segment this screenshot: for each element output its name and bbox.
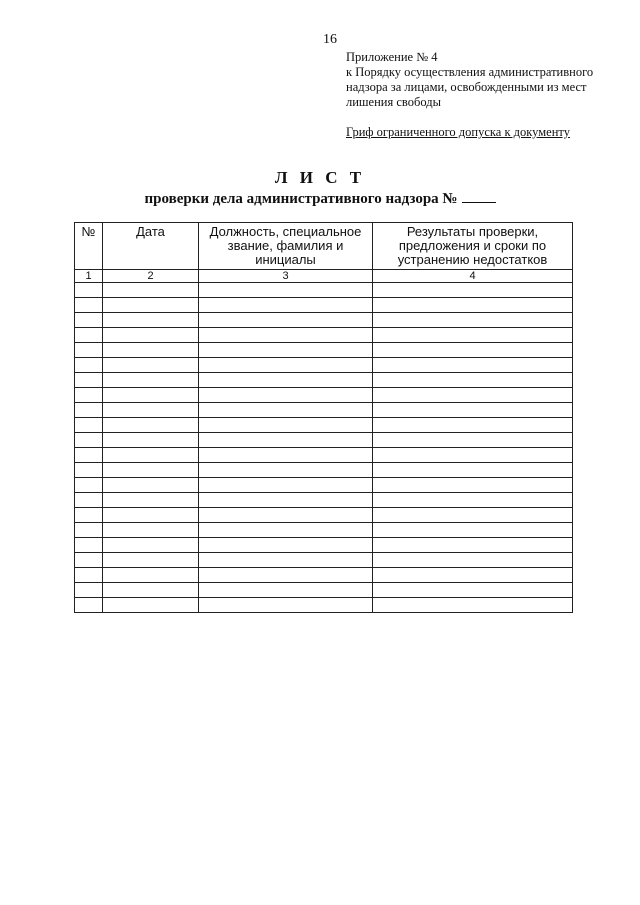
table-row [75,583,573,598]
table-row [75,433,573,448]
review-table [74,222,573,613]
table-cell [75,328,103,343]
table-cell [199,283,373,298]
table-cell [103,538,199,553]
table-cell [103,598,199,613]
table-cell [199,598,373,613]
table-cell [199,523,373,538]
table-cell [199,373,373,388]
table-cell [75,418,103,433]
table-cell [373,448,573,463]
table-row [75,523,573,538]
table-cell [199,553,373,568]
table-cell [373,583,573,598]
table-cell [373,493,573,508]
table-cell [373,478,573,493]
table-cell [199,343,373,358]
table-cell [103,463,199,478]
table-cell [103,343,199,358]
table-cell [373,538,573,553]
table-cell [103,418,199,433]
table-cell [373,358,573,373]
table-row [75,598,573,613]
table-row [75,508,573,523]
table-cell [103,358,199,373]
table-cell [103,523,199,538]
table-row [75,538,573,553]
table-cell [75,553,103,568]
column-number: 3 [199,270,373,283]
table-cell [199,313,373,328]
table-cell [373,553,573,568]
table-cell [103,283,199,298]
column-number-row [75,270,573,283]
table-cell [103,433,199,448]
table-cell [103,508,199,523]
table-row [75,283,573,298]
table-cell [103,493,199,508]
table-row [75,358,573,373]
table-cell [199,583,373,598]
table-header-row [75,223,573,270]
table-cell [199,298,373,313]
table-cell [75,313,103,328]
table-cell [75,583,103,598]
table-cell [75,298,103,313]
table-cell [199,568,373,583]
table-cell [75,568,103,583]
column-number: 2 [103,270,199,283]
table-cell [75,388,103,403]
table-cell [373,403,573,418]
table-cell [103,583,199,598]
table-cell [103,328,199,343]
table-cell [103,568,199,583]
table-row [75,313,573,328]
table-cell [75,538,103,553]
table-cell [75,448,103,463]
table-row [75,403,573,418]
table-row [75,388,573,403]
table-cell [75,433,103,448]
appendix-block [346,50,596,110]
table-cell [373,298,573,313]
table-cell [103,403,199,418]
appendix-line: Приложение № 4 [346,50,438,64]
table-cell [103,448,199,463]
table-cell [373,523,573,538]
table-cell [373,283,573,298]
column-number: 1 [75,270,103,283]
table-cell [75,598,103,613]
table-cell [199,448,373,463]
table-cell [373,568,573,583]
table-cell [373,328,573,343]
table-cell [373,463,573,478]
table-row [75,418,573,433]
table-row [75,553,573,568]
table-cell [199,463,373,478]
header-results: Результаты проверки, предложения и сроки по устранению недостатков [373,223,573,270]
table-row [75,328,573,343]
table-cell [373,433,573,448]
table-cell [103,298,199,313]
page-number: 16 [323,32,337,47]
table-cell [75,373,103,388]
table-cell [373,598,573,613]
table-cell [103,373,199,388]
table-cell [75,463,103,478]
table-row [75,478,573,493]
table-cell [199,418,373,433]
table-cell [199,538,373,553]
table-cell [373,373,573,388]
table-cell [199,508,373,523]
header-number: № [75,223,103,270]
document-subtitle [0,188,640,208]
table-cell [373,313,573,328]
table-cell [103,313,199,328]
table-row [75,448,573,463]
table-cell [373,418,573,433]
header-position: Должность, специальное звание, фамилия и инициалы [199,223,373,270]
table-row [75,373,573,388]
table-cell [199,358,373,373]
table-row [75,298,573,313]
table-cell [199,403,373,418]
access-restriction-note: Гриф ограниченного допуска к документу [346,125,570,139]
table-cell [75,283,103,298]
subtitle-text: проверки дела административного надзора № [144,191,458,207]
document-title: Л И С Т [274,168,366,187]
table-cell [199,478,373,493]
table-cell [75,523,103,538]
appendix-line: лишения свободы [346,95,441,109]
table-row [75,568,573,583]
table-cell [103,553,199,568]
table-cell [199,328,373,343]
table-cell [199,493,373,508]
table-cell [373,388,573,403]
table-cell [75,478,103,493]
case-number-blank [462,188,496,203]
header-date: Дата [103,223,199,270]
table-cell [103,478,199,493]
table-cell [75,343,103,358]
table-cell [75,493,103,508]
table-row [75,493,573,508]
appendix-line: надзора за лицами, освобожденными из мест [346,80,587,94]
table-row [75,463,573,478]
table-cell [373,343,573,358]
column-number: 4 [373,270,573,283]
appendix-line: к Порядку осуществления административного [346,65,594,79]
table-cell [373,508,573,523]
table-cell [199,433,373,448]
table-cell [75,508,103,523]
table-cell [199,388,373,403]
table-row [75,343,573,358]
table-cell [75,358,103,373]
table-cell [103,388,199,403]
table-cell [75,403,103,418]
